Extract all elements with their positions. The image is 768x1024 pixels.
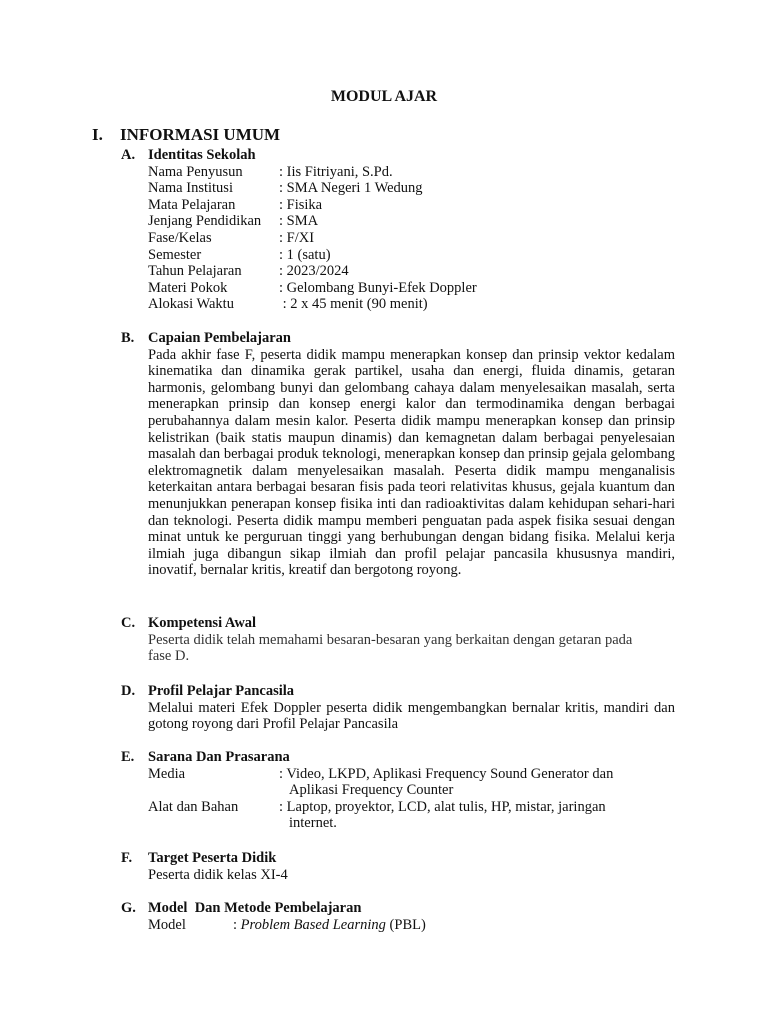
profil-letter: D. <box>121 683 136 699</box>
identitas-value: : SMA <box>279 213 319 230</box>
identitas-value: : F/XI <box>279 229 315 246</box>
sarana-table <box>148 766 675 832</box>
kompetensi-letter: C. <box>121 615 136 631</box>
identitas-label: Jenjang Pendidikan <box>148 213 262 230</box>
model-letter: G. <box>121 900 136 916</box>
sarana-letter: E. <box>121 749 135 765</box>
media-line: Aplikasi Frequency Counter <box>289 782 454 799</box>
kompetensi-line: Peserta didik telah memahami besaran-besaran yang berkaitan dengan getaran pada <box>148 631 633 648</box>
alat-line: internet. <box>289 815 337 832</box>
capaian-section <box>121 330 681 579</box>
capaian-heading <box>121 330 681 347</box>
alat-value <box>279 799 675 832</box>
identitas-row <box>148 197 675 214</box>
profil-heading <box>121 683 681 700</box>
identitas-value: : SMA Negeri 1 Wedung <box>279 180 423 197</box>
capaian-title: Capaian Pembelajaran <box>148 330 291 346</box>
identitas-row <box>148 280 675 297</box>
profil-text: Melalui materi Efek Doppler peserta didik mengembangkan bernalar kritis, mandiri dan gotong royong dari Profil Pelajar Pancasila <box>148 699 675 733</box>
media-line: : Video, LKPD, Aplikasi Frequency Sound Generator dan <box>279 765 614 782</box>
model-section <box>121 900 681 933</box>
identitas-row <box>148 296 675 313</box>
section-title: INFORMASI UMUM <box>120 125 281 144</box>
identitas-label: Fase/Kelas <box>148 229 212 246</box>
identitas-section <box>121 147 681 313</box>
identitas-label: Nama Institusi <box>148 180 233 197</box>
model-table <box>148 917 675 934</box>
profil-title: Profil Pelajar Pancasila <box>148 683 295 699</box>
identitas-heading <box>121 147 681 164</box>
identitas-table <box>148 164 675 313</box>
identitas-value: : Gelombang Bunyi-Efek Doppler <box>279 279 477 296</box>
kompetensi-heading <box>121 615 681 632</box>
sarana-title: Sarana Dan Prasarana <box>148 749 290 765</box>
identitas-label: Semester <box>148 246 202 263</box>
profil-section <box>121 683 681 733</box>
sarana-heading <box>121 749 681 766</box>
doc-title: MODUL AJAR <box>330 88 438 105</box>
kompetensi-section <box>121 615 681 665</box>
identitas-label: Mata Pelajaran <box>148 196 236 213</box>
identitas-title: Identitas Sekolah <box>148 147 256 163</box>
model-heading <box>121 900 681 917</box>
model-title: Model Dan Metode Pembelajaran <box>148 900 362 916</box>
identitas-value: : 2 x 45 menit (90 menit) <box>279 296 428 313</box>
sarana-section <box>121 749 681 832</box>
identitas-row <box>148 247 675 264</box>
capaian-letter: B. <box>121 330 135 346</box>
identitas-row <box>148 180 675 197</box>
model-sep: : <box>233 916 241 933</box>
target-section <box>121 850 681 883</box>
identitas-value: : Fisika <box>279 196 323 213</box>
target-heading <box>121 850 681 867</box>
identitas-row <box>148 230 675 247</box>
identitas-value: : 2023/2024 <box>279 263 349 280</box>
target-text: Peserta didik kelas XI-4 <box>148 866 288 883</box>
section-heading <box>92 127 280 144</box>
identitas-row <box>148 263 675 280</box>
identitas-letter: A. <box>121 147 136 163</box>
alat-label: Alat dan Bahan <box>148 798 239 815</box>
sarana-alat-row <box>148 799 675 832</box>
identitas-row <box>148 213 675 230</box>
model-row <box>148 917 675 934</box>
sarana-media-row <box>148 766 675 799</box>
media-value <box>279 766 675 799</box>
identitas-value: : Iis Fitriyani, S.Pd. <box>279 163 393 180</box>
identitas-value: : 1 (satu) <box>279 246 331 263</box>
model-label: Model <box>148 916 186 933</box>
target-title: Target Peserta Didik <box>148 850 277 866</box>
media-label: Media <box>148 765 186 782</box>
model-value <box>233 917 426 934</box>
target-letter: F. <box>121 850 133 866</box>
model-value-italic: Problem Based Learning <box>240 916 386 933</box>
kompetensi-text <box>148 632 675 665</box>
model-value-rest: (PBL) <box>385 916 426 933</box>
identitas-row <box>148 164 675 181</box>
alat-line: : Laptop, proyektor, LCD, alat tulis, HP, mistar, jaringan <box>279 798 606 815</box>
kompetensi-line: fase D. <box>148 648 190 665</box>
identitas-label: Nama Penyusun <box>148 163 243 180</box>
identitas-label: Tahun Pelajaran <box>148 263 242 280</box>
identitas-label: Alokasi Waktu <box>148 296 234 313</box>
capaian-text: Pada akhir fase F, peserta didik mampu menerapkan konsep dan prinsip vektor kedalam kinematika dan dinamika gerak partikel, usaha dan energi, fluida dinamis, getaran harmonis, gelombang bunyi dan gelombang cahaya dalam menyelesaikan masalah, serta menerapkan prinsip dan konsep energi kalor dan termodinamika dengan berbagai perubahannya dalam mesin kalor. Peserta didik mampu menerapkan konsep dan prinsip kelistrikan (baik statis maupun dinamis) dan kemagnetan dalam berbagai penyelesaian masalah dan berbagai produk teknologi, menerapkan konsep dan prinsip gejala gelombang elektromagnetik dalam menyelesaikan masalah. Peserta didik mampu menganalisis keterkaitan antara berbagai besaran fisis pada teori relativitas khusus, gejala kuantum dan menunjukkan penerapan konsep fisika inti dan radioaktivitas dalam kehidupan sehari-hari dan teknologi. Peserta didik mampu memberi penguatan pada aspek fisika sesuai dengan minat untuk ke perguruan tinggi yang berhubungan dengan bidang fisika. Melalui kerja ilmiah juga dibangun sikap ilmiah dan profil pelajar pancasila khususnya mandiri, inovatif, bernalar kritis, kreatif dan bergotong royong. <box>148 346 675 579</box>
identitas-label: Materi Pokok <box>148 279 228 296</box>
section-number: I. <box>92 125 103 144</box>
kompetensi-title: Kompetensi Awal <box>148 615 257 631</box>
